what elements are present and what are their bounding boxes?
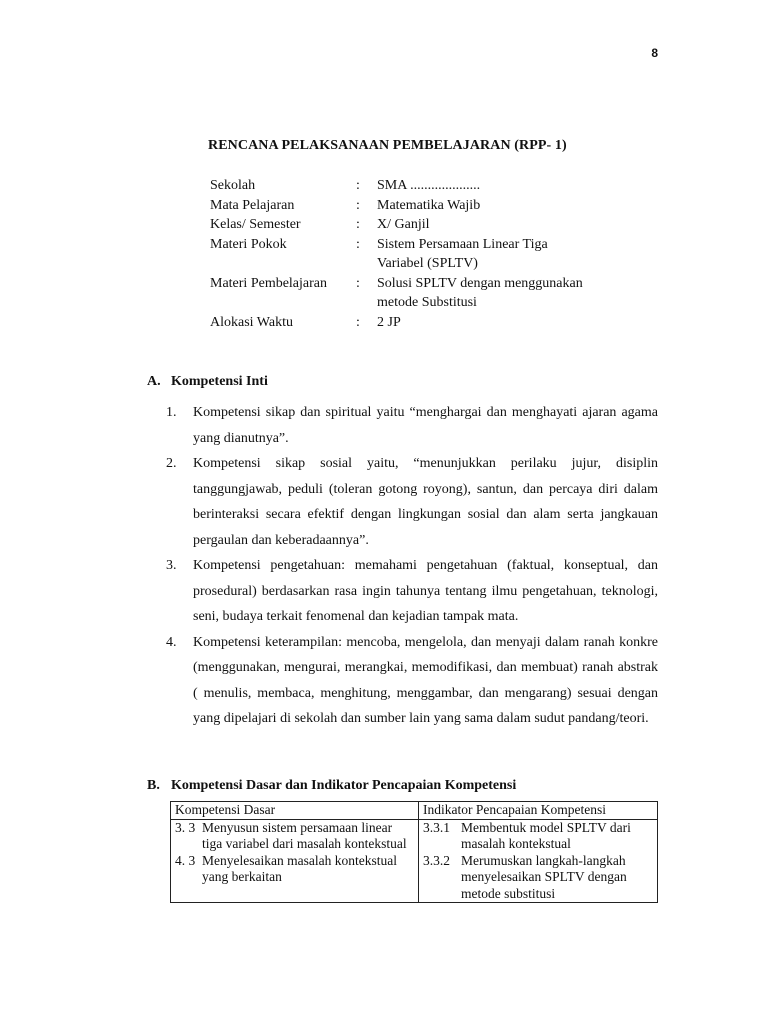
ipk-code: 3.3.2 (423, 852, 450, 868)
list-item (166, 451, 658, 553)
list-text: Kompetensi sikap sosial yaitu, “menunjukkan perilaku jujur, disiplin tanggungjawab, peduli (toleran gotong royong), santun, dan percaya diri dalam berinteraksi secara efektif dengan lingkungan sosial dan alam serta jangkauan pergaulan dan keberadaannya”. (193, 456, 658, 548)
page-number: 8 (651, 46, 658, 60)
meta-row-materi-pembelajaran (210, 274, 587, 313)
list-number: 2. (166, 456, 177, 471)
ipk-code: 3.3.1 (423, 819, 450, 835)
meta-value: Matematika Wajib (377, 197, 481, 213)
kd-text: Menyusun sistem persamaan linear tiga variabel dari masalah kontekstual (202, 819, 407, 851)
meta-label: Materi Pembelajaran (210, 275, 328, 291)
list-item (166, 400, 658, 451)
meta-label: Sekolah (210, 178, 256, 193)
section-letter: B. (147, 778, 160, 793)
kd-code: 4. 3 (175, 852, 196, 868)
section-b-heading (147, 778, 516, 794)
table-row (171, 819, 658, 903)
list-item (166, 630, 658, 732)
kd-item (175, 820, 414, 853)
ipk-text: Merumuskan langkah-langkah menyelesaikan SPLTV dengan metode substitusi (461, 852, 627, 901)
section-title: Kompetensi Inti (171, 374, 268, 389)
meta-colon: : (356, 217, 360, 232)
meta-value: 2 JP (377, 314, 401, 330)
kd-ipk-table (170, 801, 658, 903)
kd-code: 3. 3 (175, 819, 196, 835)
list-text: Kompetensi pengetahuan: memahami pengetahuan (faktual, konseptual, dan prosedural) berdasarkan rasa ingin tahunya tentang ilmu pengetahuan, teknologi, seni, budaya terkait fenomenal dan kejadian tampak mata. (193, 558, 658, 624)
table-header-row (171, 802, 658, 820)
table-header-cell: Kompetensi Dasar (171, 802, 419, 820)
kd-text: Menyelesaikan masalah kontekstual yang berkaitan (202, 852, 397, 884)
ipk-text: Membentuk model SPLTV dari masalah kontekstual (461, 819, 631, 851)
list-number: 3. (166, 558, 177, 573)
list-number: 4. (166, 634, 177, 650)
section-letter: A. (147, 374, 161, 389)
meta-colon: : (356, 178, 360, 193)
kd-item (175, 853, 414, 886)
section-a-heading (147, 374, 268, 390)
meta-colon: : (356, 275, 360, 291)
meta-row-alokasi-waktu (210, 313, 587, 333)
meta-row-mata-pelajaran (210, 196, 587, 216)
meta-value: X/ Ganjil (377, 217, 430, 232)
list-text: Kompetensi keterampilan: mencoba, mengelola, dan menyaji dalam ranah konkre (menggunakan, mengurai, merangkai, memodifikasi, dan membuat) ranah abstrak ( menulis, membaca, menghitung, menggambar, dan mengarang) sesuai dengan yang dipelajari di sekolah dan sumber lain yang sama dalam sudut pandang/teori. (193, 634, 658, 726)
meta-label: Mata Pelajaran (210, 197, 295, 213)
list-number: 1. (166, 405, 177, 420)
meta-row-sekolah (210, 176, 587, 196)
ipk-item (423, 820, 653, 853)
meta-row-kelas-semester (210, 215, 587, 235)
list-text: Kompetensi sikap dan spiritual yaitu “menghargai dan menghayati ajaran agama yang dianutnya”. (193, 405, 658, 446)
meta-value: SMA .................... (377, 178, 481, 193)
ipk-item (423, 853, 653, 903)
ipk-cell (419, 819, 658, 903)
meta-value: Solusi SPLTV dengan menggunakan metode Substitusi (377, 275, 583, 310)
kd-cell (171, 819, 419, 903)
meta-label: Materi Pokok (210, 236, 287, 252)
meta-label: Alokasi Waktu (210, 314, 293, 330)
identity-block (210, 176, 587, 332)
meta-colon: : (356, 314, 360, 330)
kompetensi-inti-list (166, 400, 658, 732)
meta-label: Kelas/ Semester (210, 217, 301, 232)
document-title: RENCANA PELAKSANAAN PEMBELAJARAN (RPP- 1) (208, 138, 567, 153)
table-header-cell: Indikator Pencapaian Kompetensi (419, 802, 658, 820)
list-item (166, 553, 658, 630)
meta-colon: : (356, 197, 360, 213)
meta-colon: : (356, 236, 360, 252)
section-title: Kompetensi Dasar dan Indikator Pencapaian Kompetensi (171, 778, 517, 793)
meta-row-materi-pokok (210, 235, 587, 274)
meta-value: Sistem Persamaan Linear Tiga Variabel (SPLTV) (377, 236, 548, 271)
